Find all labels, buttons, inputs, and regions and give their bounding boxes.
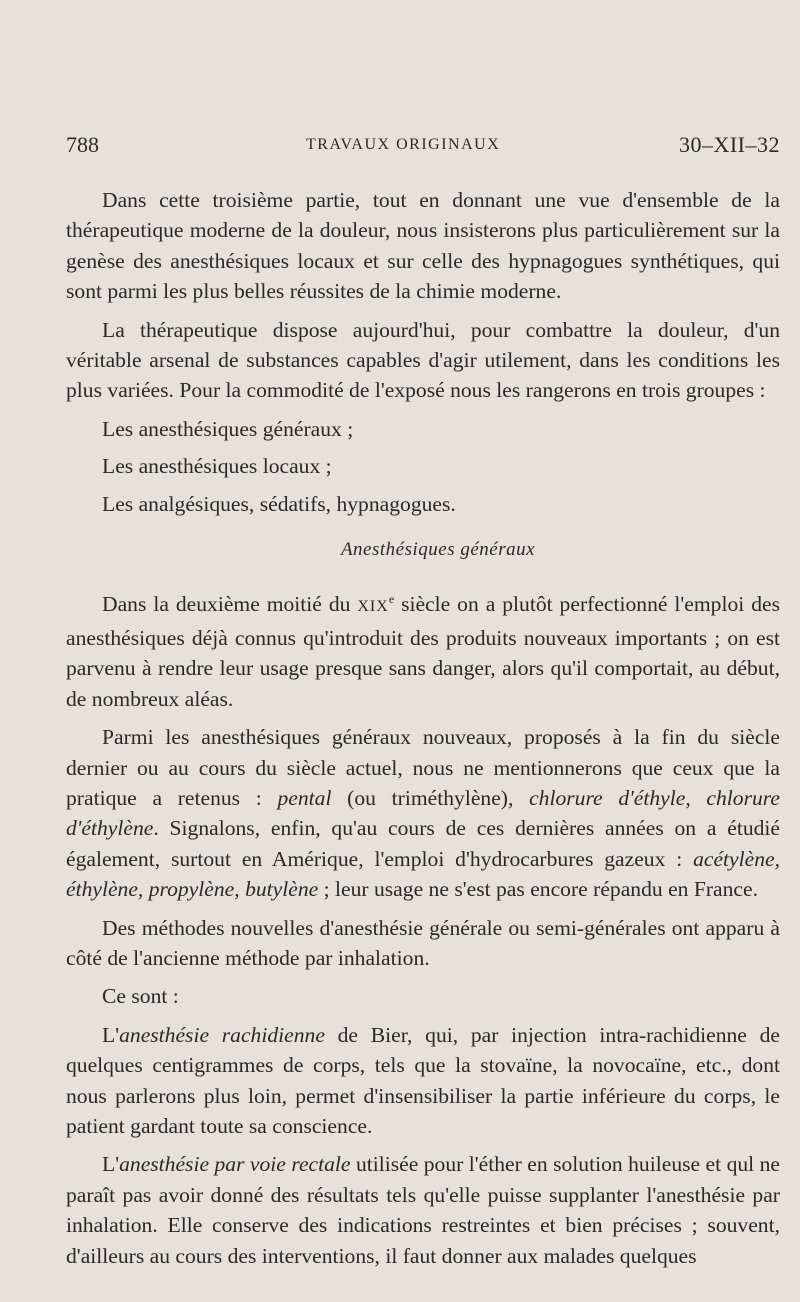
italic-term: chlorure d'éthylène xyxy=(66,785,780,841)
paragraph-intro: Dans cette troisième partie, tout en donnant une vue d'ensemble de la thérapeutique moderne de la douleur, nous insisterons plus particulièrement sur la genèse des anesthésiques locaux et sur celle des hypnagogues synthétiques, qui sont parmi les plus belles réussites de la chimie moderne. xyxy=(66,188,780,304)
italic-term: anesthésie rachidienne xyxy=(119,1022,325,1047)
paragraph-nineteenth-century xyxy=(66,589,780,714)
italic-term: chlorure d'éthyle xyxy=(529,785,686,810)
paragraph-new-anesthetics xyxy=(66,722,780,904)
paragraph-new-methods: Des méthodes nouvelles d'anesthésie générale ou semi-générales ont apparu à côté de l'ancienne méthode par inhalation. xyxy=(66,915,780,970)
running-head: TRAVAUX ORIGINAUX xyxy=(306,136,501,153)
century-superscript: e xyxy=(388,592,395,607)
italic-term: acétylène, éthylène, propylène, butylène xyxy=(66,846,780,902)
list-item-local: Les anesthésiques locaux ; xyxy=(102,454,332,479)
paragraph-ce-sont: Ce sont : xyxy=(102,984,179,1009)
section-title: Anesthésiques généraux xyxy=(340,539,536,561)
text-run: Dans la deuxième moitié du xyxy=(102,592,358,617)
page-header xyxy=(66,128,780,164)
text-run: L' xyxy=(102,1022,120,1047)
century-numeral: XIX xyxy=(357,598,389,616)
text-run: (ou triméthylène), xyxy=(331,785,530,810)
paragraph-rectale xyxy=(66,1149,780,1271)
italic-term: pental xyxy=(277,785,332,810)
italic-term: anesthésie par voie rectale xyxy=(119,1152,351,1177)
list-item-analgesics: Les analgésiques, sédatifs, hypnagogues. xyxy=(102,491,456,516)
text-run: Parmi les anesthésiques généraux nouveaux, proposés à la fin du siècle dernier ou au cours du siècle actuel, nous ne mentionnerons que ceux que la pratique a retenus : xyxy=(66,725,780,810)
issue-date: 30–XII–32 xyxy=(678,132,780,157)
text-run: L' xyxy=(102,1152,120,1177)
page-number: 788 xyxy=(66,132,99,157)
list-item-general: Les anesthésiques généraux ; xyxy=(102,416,354,441)
paragraph-rachidienne xyxy=(66,1020,780,1142)
text-run: utilisée pour l'éther en solution huileuse et qul ne paraît pas avoir donné des résultats tels qu'elle puisse supplanter l'anesthésie par inhalation. Elle conserve des indications restreintes et bien précises ; souvent, d'ailleurs au cours des interventions, il faut donner aux malades quelques xyxy=(66,1152,780,1268)
text-run: de Bier, qui, par injection intra-rachidienne de quelques centigrammes de corps, tels que la stovaïne, la novocaïne, etc., dont nous parlerons plus loin, permet d'insensibiliser la partie inférieure du corps, le patient gardant toute sa conscience. xyxy=(66,1022,780,1138)
text-run: siècle on a plutôt perfectionné l'emploi des anesthésiques déjà connus qu'introduit des produits nouveaux importants ; on est parvenu à rendre leur usage presque sans danger, alors qu'il comportait, au début, de nombreux aléas. xyxy=(66,592,780,711)
text-run: ; leur usage ne s'est pas encore répandu en France. xyxy=(318,877,759,902)
text-run: , xyxy=(685,785,707,810)
body-text xyxy=(66,185,780,1271)
paragraph-arsenal: La thérapeutique dispose aujourd'hui, pour combattre la douleur, d'un véritable arsenal de substances capables d'agir utilement, dans les conditions les plus variées. Pour la commodité de l'exposé nous les rangerons en trois groupes : xyxy=(66,317,780,403)
text-run: . Signalons, enfin, qu'au cours de ces dernières années on a étudié également, surtout en Amérique, l'emploi d'hydrocarbures gazeux : xyxy=(66,816,780,871)
